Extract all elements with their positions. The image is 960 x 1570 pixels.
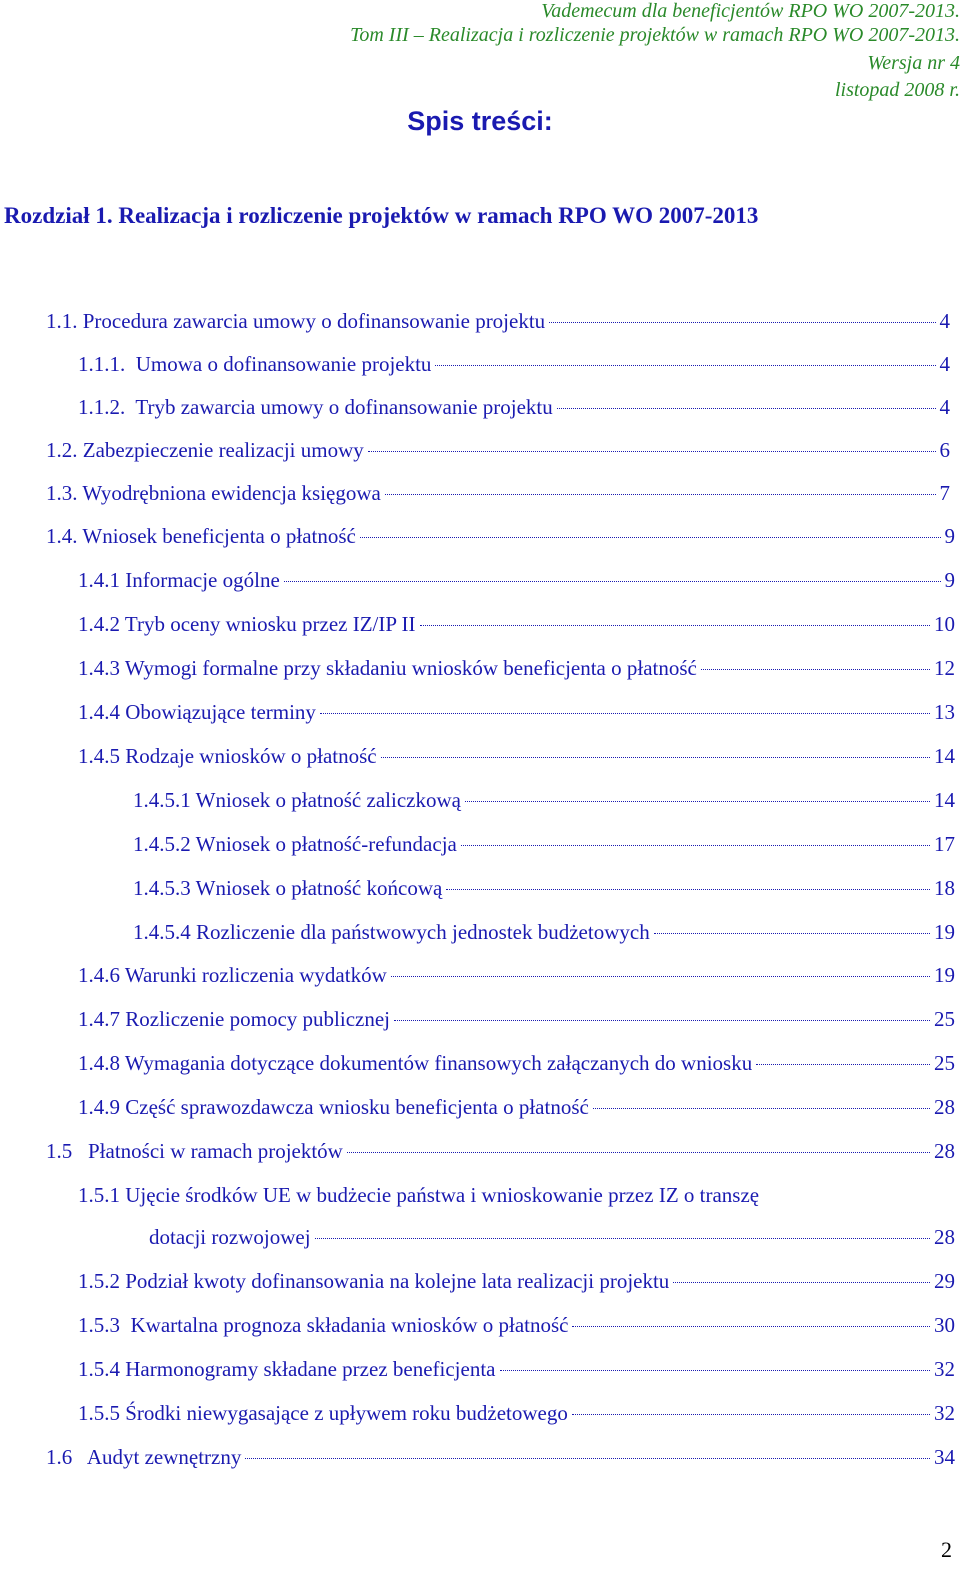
toc-entry[interactable] <box>78 565 955 595</box>
toc-entry-number: 1.4.5.3 <box>133 876 191 900</box>
toc-entry-page: 30 <box>934 1313 955 1337</box>
toc-entry-number: 1.4.6 <box>78 963 120 987</box>
dot-leader <box>557 408 936 409</box>
toc-entry-page: 6 <box>939 438 950 462</box>
toc-entry-number: 1.4.8 <box>78 1051 120 1075</box>
toc-entry-number: 1.5 <box>46 1139 73 1163</box>
toc-entry-number: 1.2. <box>46 438 78 462</box>
toc-entry-number: 1.4.5 <box>78 744 120 768</box>
toc-entry-title: Wymogi formalne przy składaniu wniosków beneficjenta o płatność <box>120 656 697 680</box>
toc-entry-number: 1.4.9 <box>78 1095 120 1119</box>
toc-entry-title: Procedura zawarcia umowy o dofinansowanie projektu <box>77 309 546 333</box>
toc-entry-title: Tryb zawarcia umowy o dofinansowanie projektu <box>125 395 553 419</box>
toc-entry[interactable] <box>78 349 950 379</box>
toc-entry-number: 1.1. <box>46 309 78 333</box>
dot-leader <box>420 625 930 626</box>
toc-entry-number: 1.6 <box>46 1445 73 1469</box>
dot-leader <box>465 801 930 802</box>
dot-leader <box>654 933 930 934</box>
dot-leader <box>347 1152 930 1153</box>
toc-entry-page: 14 <box>934 744 955 768</box>
dot-leader <box>673 1282 930 1283</box>
toc-entry-number: 1.5.4 <box>78 1357 120 1381</box>
toc-entry-title: Harmonogramy składane przez beneficjenta <box>120 1357 496 1381</box>
toc-entry-page: 4 <box>939 309 950 333</box>
toc-entry-number: 1.4.1 <box>78 568 120 592</box>
toc-entry[interactable] <box>78 1266 955 1296</box>
dot-leader <box>385 494 936 495</box>
toc-entry-page: 9 <box>944 524 955 548</box>
toc-entry-title: Audyt zewnętrzny <box>72 1445 242 1469</box>
header-version: Wersja nr 4 <box>867 52 960 74</box>
toc-entry-page: 4 <box>939 352 950 376</box>
toc-entry-page: 32 <box>934 1401 955 1425</box>
toc-entry[interactable] <box>78 1310 955 1340</box>
toc-entry[interactable] <box>78 960 955 990</box>
toc-entry[interactable] <box>78 392 950 422</box>
toc-entry-number: 1.4.4 <box>78 700 120 724</box>
toc-entry-title: Wymagania dotyczące dokumentów finansowych załączanych do wniosku <box>120 1051 753 1075</box>
header-line-1: Vademecum dla beneficjentów RPO WO 2007-2013. <box>541 0 960 22</box>
toc-entry[interactable] <box>78 653 955 683</box>
toc-entry-page: 4 <box>939 395 950 419</box>
toc-entry[interactable] <box>78 697 955 727</box>
toc-entry-page: 13 <box>934 700 955 724</box>
toc-entry[interactable] <box>46 1442 955 1472</box>
toc-entry-number: 1.5.3 <box>78 1313 120 1337</box>
toc-entry-title: Rodzaje wniosków o płatność <box>120 744 377 768</box>
toc-entry-page: 10 <box>934 612 955 636</box>
toc-entry[interactable] <box>46 306 950 336</box>
toc-entry-page: 32 <box>934 1357 955 1381</box>
toc-entry[interactable] <box>149 1222 955 1252</box>
toc-entry[interactable] <box>133 917 955 947</box>
toc-entry-page: 34 <box>934 1445 955 1469</box>
toc-entry-number: 1.4. <box>46 524 78 548</box>
toc-entry-title: Umowa o dofinansowanie projektu <box>125 352 432 376</box>
toc-entry-page: 28 <box>934 1139 955 1163</box>
page-number: 2 <box>941 1537 952 1562</box>
toc-entry-page: 19 <box>934 963 955 987</box>
toc-entry[interactable] <box>78 1180 955 1210</box>
dot-leader <box>756 1064 930 1065</box>
toc-entry-title: Informacje ogólne <box>120 568 280 592</box>
toc-entry-title: Rozliczenie dla państwowych jednostek budżetowych <box>190 920 650 944</box>
toc-entry-page: 14 <box>934 788 955 812</box>
dot-leader <box>572 1326 930 1327</box>
dot-leader <box>391 976 930 977</box>
dot-leader <box>315 1238 930 1239</box>
toc-entry-title: Warunki rozliczenia wydatków <box>120 963 387 987</box>
toc-entry[interactable] <box>133 829 955 859</box>
toc-entry-number: 1.4.2 <box>78 612 120 636</box>
toc-entry-page: 28 <box>934 1095 955 1119</box>
toc-entry-title: Obowiązujące terminy <box>120 700 316 724</box>
header-line-2: Tom III – Realizacja i rozliczenie projektów w ramach RPO WO 2007-2013. <box>350 24 960 46</box>
toc-entry-number: 1.4.5.1 <box>133 788 191 812</box>
toc-entry[interactable] <box>78 1354 955 1384</box>
toc-entry-page: 9 <box>944 568 955 592</box>
toc-entry[interactable] <box>78 1092 955 1122</box>
dot-leader <box>360 537 941 538</box>
toc-entry-title: Wniosek beneficjenta o płatność <box>77 524 356 548</box>
toc-entry[interactable] <box>133 785 955 815</box>
dot-leader <box>549 322 935 323</box>
toc-entry-title: Wniosek o płatność końcową <box>190 876 443 900</box>
dot-leader <box>394 1020 930 1021</box>
toc-entry-page: 7 <box>939 481 950 505</box>
header-date: listopad 2008 r. <box>834 79 960 101</box>
dot-leader <box>284 581 941 582</box>
toc-entry[interactable] <box>78 609 955 639</box>
toc-entry-number: 1.4.5.2 <box>133 832 191 856</box>
toc-entry-number: 1.5.2 <box>78 1269 120 1293</box>
toc-entry-title: Wyodrębniona ewidencja księgowa <box>77 481 381 505</box>
toc-entry-title: Ujęcie środków UE w budżecie państwa i wnioskowanie przez IZ o transzę <box>120 1183 760 1207</box>
toc-entry-page: 12 <box>934 656 955 680</box>
toc-entry-number: 1.3. <box>46 481 78 505</box>
dot-leader <box>320 713 930 714</box>
toc-entry-number: 1.4.5.4 <box>133 920 191 944</box>
toc-entry-page: 17 <box>934 832 955 856</box>
toc-entry-title: Wniosek o płatność-refundacja <box>190 832 457 856</box>
chapter-heading: Rozdział 1. Realizacja i rozliczenie projektów w ramach RPO WO 2007-2013 <box>4 203 759 228</box>
dot-leader <box>446 889 930 890</box>
toc-entry[interactable] <box>46 478 950 508</box>
toc-entry-page: 29 <box>934 1269 955 1293</box>
dot-leader <box>381 757 930 758</box>
toc-entry[interactable] <box>46 1136 955 1166</box>
toc-entry-page: 25 <box>934 1051 955 1075</box>
dot-leader <box>572 1414 930 1415</box>
toc-entry[interactable] <box>78 1398 955 1428</box>
toc-entry[interactable] <box>46 435 950 465</box>
page-title: Spis treści: <box>407 106 553 136</box>
toc-entry-page: 28 <box>934 1225 955 1249</box>
toc-entry-number: 1.4.3 <box>78 656 120 680</box>
toc-entry[interactable] <box>133 873 955 903</box>
dot-leader <box>368 451 936 452</box>
toc-entry-title: Płatności w ramach projektów <box>72 1139 343 1163</box>
toc-entry-title: Środki niewygasające z upływem roku budżetowego <box>120 1401 568 1425</box>
toc-entry-number: 1.5.5 <box>78 1401 120 1425</box>
toc-entry[interactable] <box>78 1004 955 1034</box>
toc-entry-number: 1.1.1. <box>78 352 126 376</box>
toc-entry-title: Część sprawozdawcza wniosku beneficjenta o płatność <box>120 1095 589 1119</box>
toc-entry-number: 1.5.1 <box>78 1183 120 1207</box>
toc-entry-page: 18 <box>934 876 955 900</box>
toc-entry-title: Kwartalna prognoza składania wniosków o płatność <box>120 1313 569 1337</box>
toc-entry[interactable] <box>78 741 955 771</box>
toc-entry[interactable] <box>46 521 955 551</box>
toc-entry[interactable] <box>78 1048 955 1078</box>
toc-entry-number: 1.1.2. <box>78 395 126 419</box>
dot-leader <box>593 1108 930 1109</box>
toc-entry-title: Rozliczenie pomocy publicznej <box>120 1007 390 1031</box>
dot-leader <box>461 845 930 846</box>
dot-leader <box>701 669 930 670</box>
toc-entry-title: dotacji rozwojowej <box>149 1225 311 1249</box>
toc-entry-title: Wniosek o płatność zaliczkową <box>190 788 461 812</box>
dot-leader <box>500 1370 931 1371</box>
dot-leader <box>435 365 935 366</box>
dot-leader <box>245 1458 930 1459</box>
toc-entry-page: 19 <box>934 920 955 944</box>
toc-entry-title: Zabezpieczenie realizacji umowy <box>77 438 364 462</box>
toc-entry-page: 25 <box>934 1007 955 1031</box>
toc-entry-title: Podział kwoty dofinansowania na kolejne lata realizacji projektu <box>120 1269 670 1293</box>
toc-entry-title: Tryb oceny wniosku przez IZ/IP II <box>120 612 416 636</box>
toc-entry-number: 1.4.7 <box>78 1007 120 1031</box>
